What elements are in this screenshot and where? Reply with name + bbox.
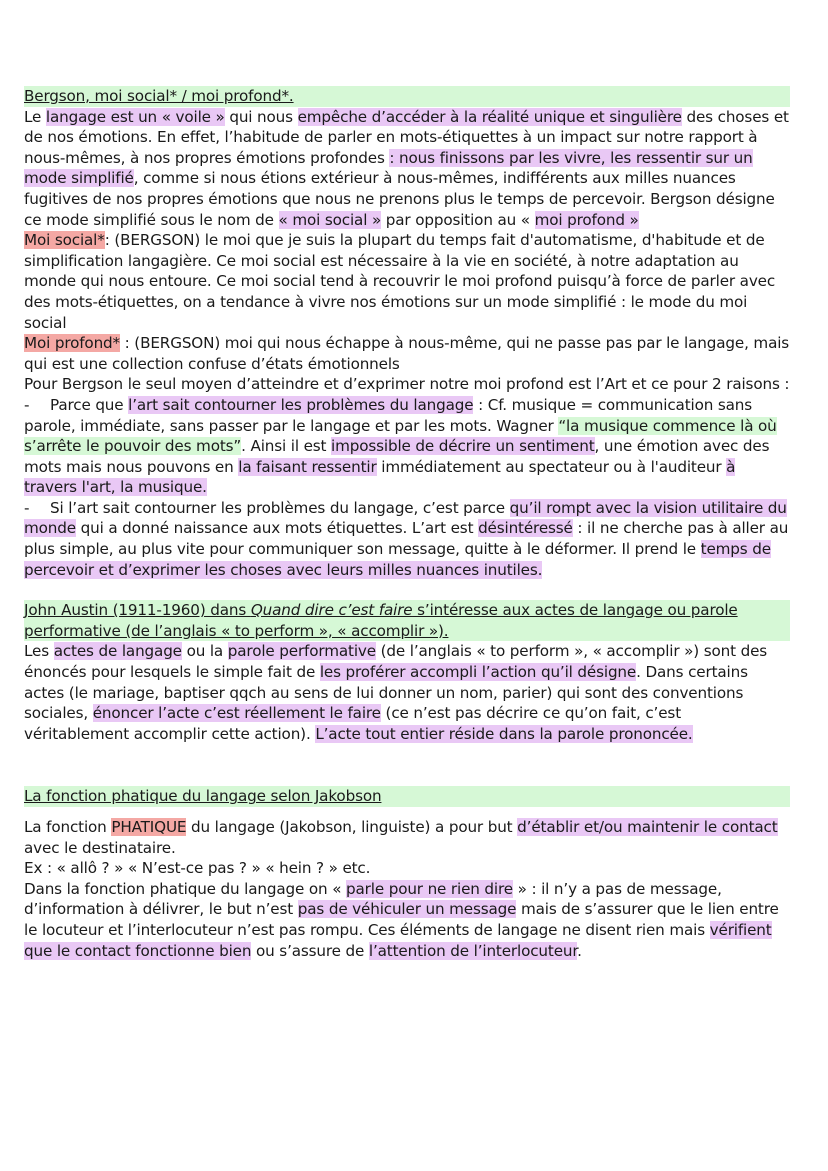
term-moi-profond: Moi profond* — [24, 334, 120, 353]
list-item-1: - Parce que l’art sait contourner les problèmes du langage : Cf. musique = communication sans parole, immédiate, sans passer par le langage et par les mots. Wagner “la musique commence là où s’arrête le pouvoir des mots”. Ainsi il est impossible de décrire un sentiment, une émotion avec des mots mais nous pouvons en la faisant ressentir immédiatement au spectateur ou à l'auditeur à travers l'art, la musique. — [24, 395, 777, 497]
paragraph-actes-de-langage: Les actes de langage ou la parole performative (de l’anglais « to perform », « accomplir ») sont des énoncés pour lesquels le simple fait de les proférer accompli l’action qu’il désigne. Dans certains actes (le mariage, baptiser qqch au sens de lui donner un nom, parier) qui sont des conventions sociales, énoncer l’acte c’est réellement le faire (ce n’est pas décrire ce qu’on fait, c’est véritablement accomplir cette action). L’acte tout entier réside dans la parole prononcée. — [24, 642, 768, 743]
term-moi-social: Moi social* — [24, 231, 105, 250]
dash-bullet: - — [24, 395, 30, 414]
spacer — [24, 580, 790, 600]
section-heading-austin: John Austin (1911-1960) dans Quand dire c’est faire s’intéresse aux actes de langage ou parole performative (de l’anglais « to perform », « accomplir »). — [24, 600, 790, 641]
spacer — [24, 807, 790, 817]
paragraph-fonction-phatique: La fonction PHATIQUE du langage (Jakobson, linguiste) a pour but d’établir et/ou maintenir le contact avec le destinataire. — [24, 818, 778, 857]
section-heading-jakobson: La fonction phatique du langage selon Jakobson — [24, 786, 790, 807]
dash-bullet: - — [24, 498, 30, 517]
paragraph-langage-voile: Le langage est un « voile » qui nous empêche d’accéder à la réalité unique et singulière des choses et de nos émotions. En effet, l’habitude de parler en mots-étiquettes à un impact sur notre rapport à nous-mêmes, à nos propres émotions profondes : nous finissons par les vivre, les ressentir sur un mode simplifié, comme si nous étions extérieur à nous-mêmes, indifférents aux milles nuances fugitives de nos propres émotions que nous ne prenons plus le temps de percevoir. Bergson désigne ce mode simplifié sous le nom de « moi social » par opposition au « moi profond » — [24, 107, 789, 229]
definition-moi-social: Moi social*: (BERGSON) le moi que je suis la plupart du temps fait d'automatisme, d'habitude et de simplification langagière. Ce moi social est nécessaire à la vie en société, à notre adaptation au monde qui nous entoure. Ce moi social tend à recouvrir le moi profond puisqu’à force de parler avec des mots-étiquettes, on a tendance à vivre nos émotions sur un mode simplifié : le mode du moi social — [24, 231, 776, 332]
paragraph-phatique-details: Dans la fonction phatique du langage on « parle pour ne rien dire » : il n’y a pas de message, d’information à délivrer, le but n’est pas de véhiculer un message mais de s’assurer que le lien entre le locuteur et l’interlocuteur n’est pas rompu. Ces éléments de langage ne disent rien mais vérifient que le contact fonctionne bien ou s’assure de l’attention de l’interlocuteur. — [24, 879, 779, 960]
paragraph-art-intro: Pour Bergson le seul moyen d’atteindre et d’exprimer notre moi profond est l’Art et ce pour 2 raisons : — [24, 375, 790, 394]
document-content — [24, 86, 790, 961]
paragraph-example: Ex : « allô ? » « N’est-ce pas ? » « hein ? » etc. — [24, 859, 371, 878]
spacer — [24, 744, 790, 786]
list-item-2: - Si l’art sait contourner les problèmes du langage, c’est parce qu’il rompt avec la vision utilitaire du monde qui a donné naissance aux mots étiquettes. L’art est désintéressé : il ne cherche pas à aller au plus simple, au plus vite pour communiquer son message, quitte à le déformer. Il prend le temps de percevoir et d’exprimer les choses avec leurs milles nuances inutiles. — [24, 498, 789, 579]
section-heading-bergson: Bergson, moi social* / moi profond*. — [24, 86, 790, 107]
definition-moi-profond: Moi profond* : (BERGSON) moi qui nous échappe à nous-même, qui ne passe pas par le langage, mais qui est une collection confuse d’états émotionnels — [24, 334, 790, 373]
